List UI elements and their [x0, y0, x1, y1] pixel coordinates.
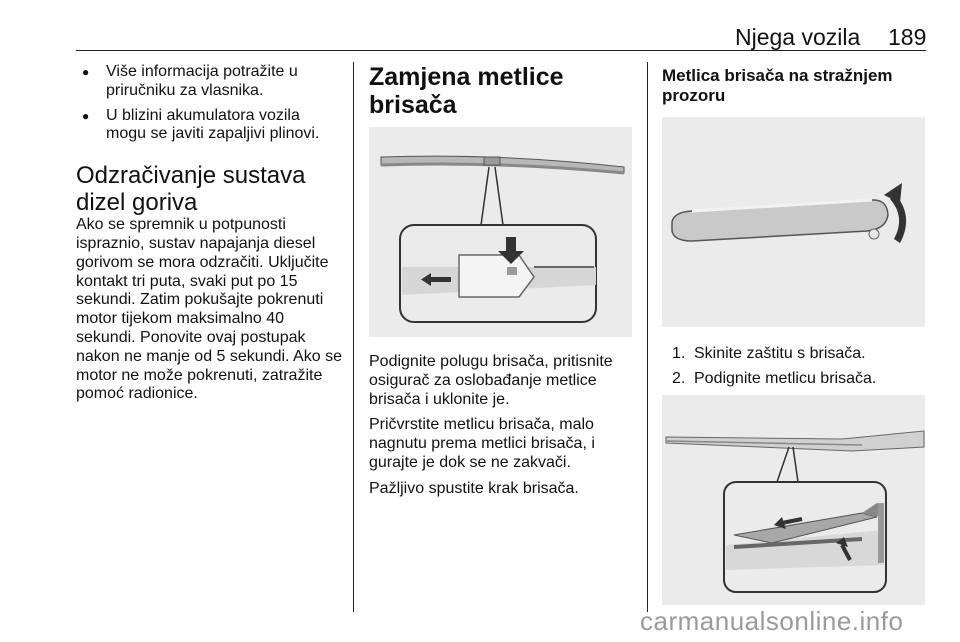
- section-title-rear-wiper: Metlica brisača na stražnjem prozoru: [662, 66, 893, 105]
- column-3: [662, 63, 927, 605]
- rear-wiper-blade-illustration: [662, 395, 925, 605]
- section-title-diesel: Odzračivanje sustava dizel goriva: [76, 162, 306, 217]
- rear-wiper-cover-illustration: [662, 117, 925, 327]
- column-1: [76, 63, 344, 411]
- page-number: 189: [888, 24, 927, 50]
- step-item: 1. Skinite zaštitu s brisača.: [672, 345, 866, 362]
- bullet-item: ● U blizini akumulatora vozila mogu se javiti zapaljivi plinovi.: [76, 107, 344, 145]
- wiper-blade-illustration: [369, 127, 632, 337]
- step-item: 2. Podignite metlicu brisača.: [672, 369, 877, 387]
- section-text-diesel: Ako se spremnik u potpunosti ispraznio, sustav napajanja diesel gorivom se mora odzračiti. Uključite kontakt tri puta, svaki put po 15 sekundi. Zatim pokušajte pokrenuti motor tijekom maksimalno 40 sekundi. Ponovite ovaj postupak nakon ne manje od 5 sekundi. Ako se motor ne može pokrenuti, zatražite pomoć radionice.: [76, 216, 342, 403]
- wiper-step-lower: Pažljivo spustite krak brisača.: [369, 479, 579, 497]
- rear-wiper-steps: [662, 345, 927, 389]
- rear-wiper-blade-figure: [662, 395, 925, 605]
- column-divider-2: [647, 62, 648, 612]
- bullet-item: ● Više informacija potražite u priručniku za vlasnika.: [76, 63, 344, 101]
- column-2: [369, 63, 634, 506]
- wiper-step-attach: Pričvrstite metlicu brisača, malo nagnutu prema metlici brisača, i gurajte je dok se ne zakvači.: [369, 416, 595, 471]
- wiper-step-remove: Podignite polugu brisača, pritisnite osigurač za oslobađanje metlice brisača i uklonite je.: [369, 353, 613, 408]
- section-title-wiper: Zamjena metlice brisača: [369, 63, 564, 119]
- wiper-blade-figure: [369, 127, 632, 337]
- header-rule: [76, 50, 926, 51]
- rear-wiper-cover-figure: [662, 117, 925, 327]
- bullet-list: [76, 63, 344, 144]
- watermark: carmanualsonline.info: [640, 606, 904, 636]
- column-divider-1: [353, 62, 354, 612]
- header-title: Njega vozila: [735, 24, 861, 50]
